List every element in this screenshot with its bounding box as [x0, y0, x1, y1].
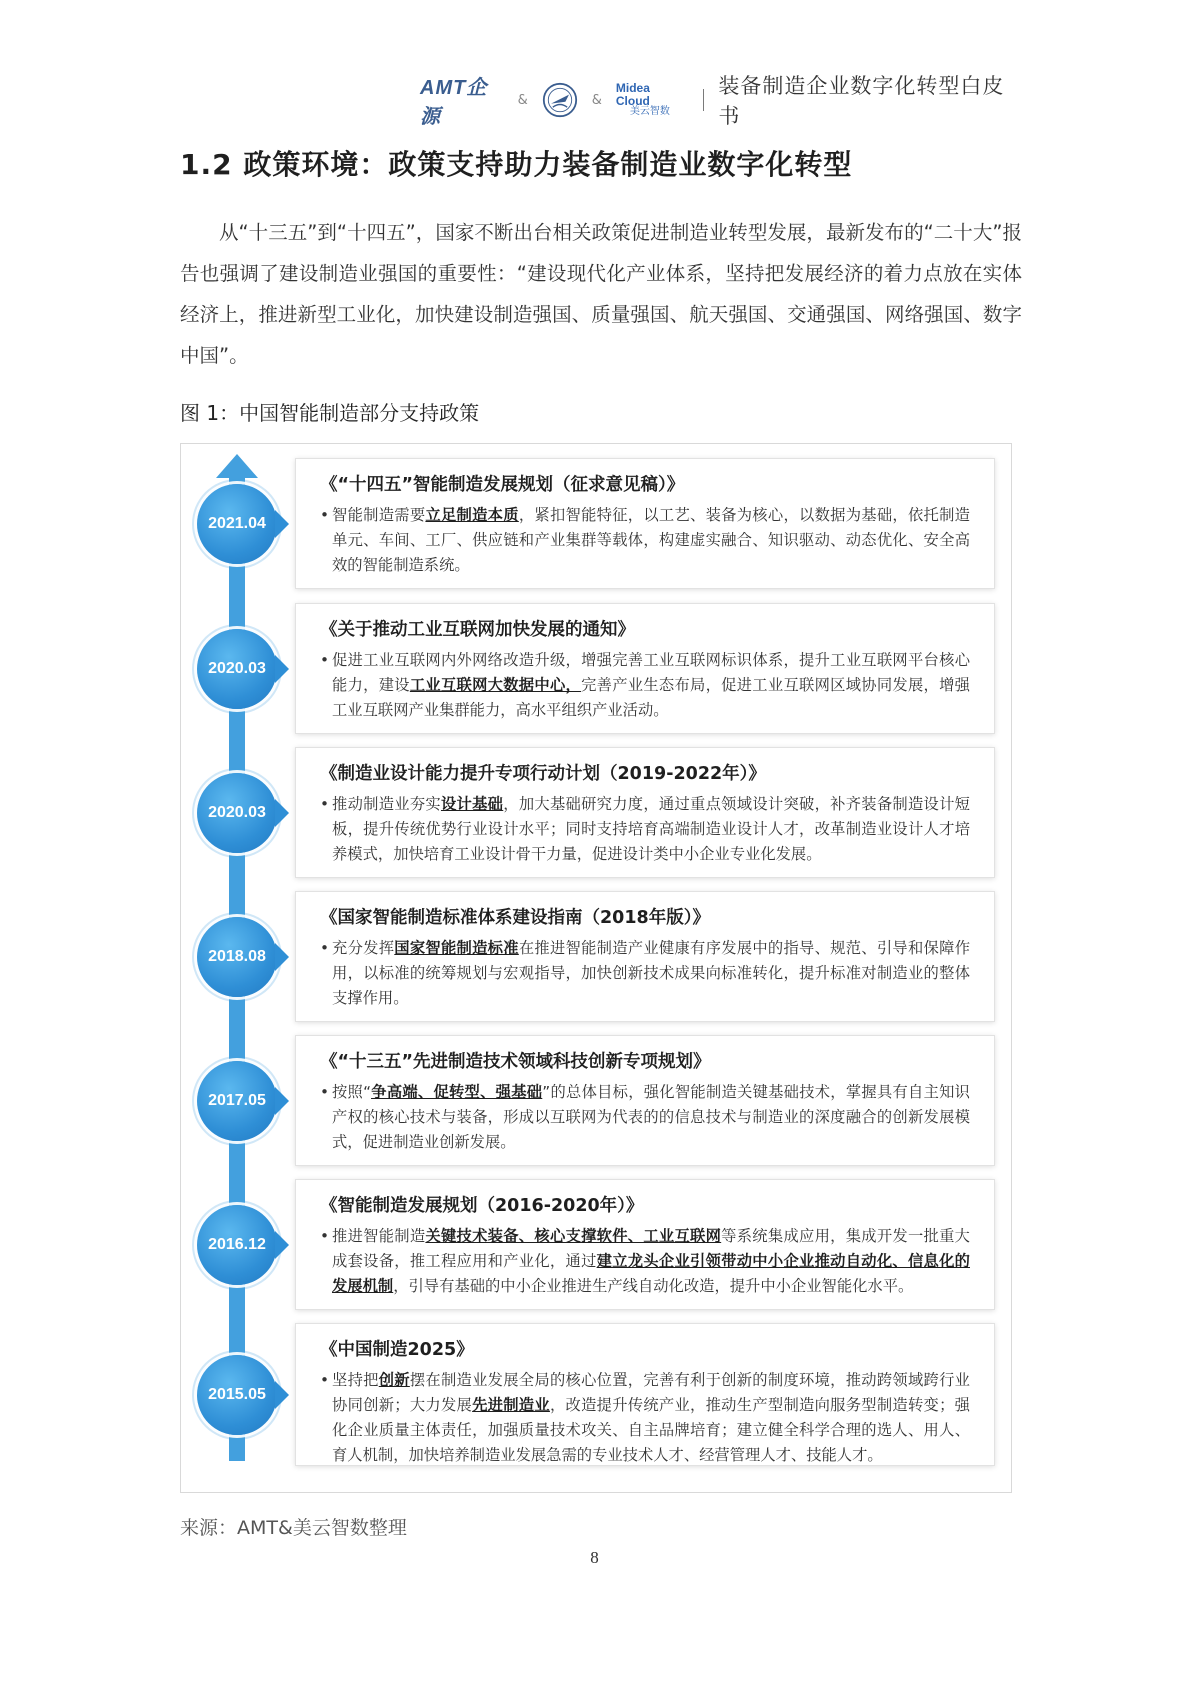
ampersand: &: [591, 92, 602, 108]
policy-card: [295, 1179, 995, 1310]
policy-text: 摆在制造业发展全局的核心位置，完善有利于创新的制度环境，推动跨领域跨行业协同创新；大力发展: [332, 1371, 970, 1414]
policy-text: ，加大基础研究力度，通过重点领域设计突破，补齐装备制造设计短板，提升传统优势行业设计水平；同时支持培育高端制造业设计人才，改革制造业设计人才培养模式，加快培育工业设计骨干力量，促进设计类中小企业专业化发展。: [332, 795, 970, 863]
policy-title: 《关于推动工业互联网加快发展的通知》: [320, 620, 635, 640]
policy-text: 充分发挥: [332, 939, 395, 957]
policy-text: 推进智能制造: [332, 1227, 426, 1245]
policy-highlight: 争高端、促转型、强基础: [371, 1083, 543, 1101]
policy-highlight: 关键技术装备、核心支撑软件、工业互联网: [425, 1227, 722, 1245]
amt-logo: AMT企源: [420, 77, 488, 128]
policy-highlight: 设计基础: [440, 795, 504, 813]
policy-text: 完善产业生态布局，促进工业互联网区域协同发展，增强工业互联网产业集群能力，高水平组织产业活动。: [332, 676, 970, 719]
policy-description: [320, 648, 970, 723]
policy-description: [320, 1368, 970, 1468]
timeline-date-badge: 2021.04: [197, 484, 277, 564]
academy-emblem-icon: [542, 81, 578, 119]
policy-card: [295, 458, 995, 589]
policy-highlight: 创新: [378, 1371, 410, 1389]
policy-text: 等系统集成应用，集成开发一批重大成套设备，推工程应用和产业化，通过: [332, 1227, 970, 1270]
timeline-date-badge: 2016.12: [197, 1205, 277, 1285]
policy-title: 《“十四五”智能制造发展规划（征求意见稿）》: [320, 475, 685, 495]
policy-title: 《智能制造发展规划（2016-2020年）》: [320, 1196, 644, 1216]
policy-description: [320, 1080, 970, 1155]
policy-title: 《国家智能制造标准体系建设指南（2018年版）》: [320, 908, 710, 928]
policy-title: 《制造业设计能力提升专项行动计划（2019-2022年）》: [320, 764, 766, 784]
timeline-date-badge: 2020.03: [197, 629, 277, 709]
policy-text: 智能制造需要: [332, 506, 426, 524]
policy-text: 坚持把: [332, 1371, 379, 1389]
policy-title: 《中国制造2025》: [320, 1340, 474, 1360]
policy-highlight: 国家智能制造标准: [394, 939, 519, 957]
timeline-date-badge: 2017.05: [197, 1061, 277, 1141]
policy-description: [320, 503, 970, 578]
page-number: 8: [590, 1548, 599, 1567]
timeline-date-badge: 2018.08: [197, 917, 277, 997]
midea-logo-top: Midea Cloud: [615, 81, 650, 108]
policy-text: 推动制造业夯实: [332, 795, 441, 813]
policy-highlight: 工业互联网大数据中心，: [409, 676, 582, 694]
document-title: 装备制造企业数字化转型白皮书: [718, 74, 1005, 128]
policy-card: [295, 747, 995, 878]
figure-caption: 图 1：中国智能制造部分支持政策: [180, 401, 480, 425]
policy-highlight: 先进制造业: [472, 1396, 550, 1414]
policy-text: 按照“: [332, 1083, 372, 1101]
intro-paragraph: 从“十三五”到“十四五”，国家不断出台相关政策促进制造业转型发展，最新发布的“二十大”报告也强调了建设制造业强国的重要性：“建设现代化产业体系，坚持把发展经济的着力点放在实体经济上，推进新型工业化，加快建设制造强国、质量强国、航天强国、交通强国、网络强国、数字中国”。: [180, 221, 1022, 367]
policy-card: [295, 1323, 995, 1466]
policy-title: 《“十三五”先进制造技术领域科技创新专项规划》: [320, 1052, 711, 1072]
figure-source: 来源：AMT&美云智数整理: [180, 1517, 407, 1539]
policy-text: ”的总体目标，强化智能制造关键基础技术，掌握具有自主知识产权的核心技术与装备，形成以互联网为代表的的信息技术与制造业的深度融合的创新发展模式，促进制造业创新发展。: [332, 1083, 970, 1151]
timeline-date-badge: 2020.03: [197, 773, 277, 853]
policy-card: [295, 1035, 995, 1166]
policy-highlight: 立足制造本质: [425, 506, 519, 524]
timeline-date-badge: 2015.05: [197, 1355, 277, 1435]
policy-card: [295, 603, 995, 734]
policy-text: 在推进智能制造产业健康有序发展中的指导、规范、引导和保障作用，以标准的统筹规划与宏观指导，加快创新技术成果向标准转化，提升标准对制造业的整体支撑作用。: [332, 939, 970, 1007]
ampersand: &: [517, 92, 528, 108]
policy-text: 促进工业互联网内外网络改造升级，增强完善工业互联网标识体系，提升工业互联网平台核心能力，建设: [332, 651, 970, 694]
policy-text: ，引导有基础的中小企业推进生产线自动化改造，提升中小企业智能化水平。: [393, 1277, 914, 1295]
policy-timeline-figure: [180, 443, 1012, 1493]
policy-card: [295, 891, 995, 1022]
header-divider: [703, 89, 704, 111]
timeline-arrow-icon: [216, 454, 258, 478]
policy-description: [320, 792, 970, 867]
policy-highlight: 建立龙头企业引领带动中小企业推动自动化、信息化的发展机制: [332, 1252, 970, 1295]
midea-logo-bottom: 美云智数: [629, 106, 670, 118]
policy-description: [320, 936, 970, 1011]
section-title: 1.2 政策环境：政策支持助力装备制造业数字化转型: [180, 148, 853, 181]
policy-text: ，改造提升传统产业，推动生产型制造向服务型制造转变；强化企业质量主体责任，加强质量技术攻关、自主品牌培育；建立健全科学合理的选人、用人、育人机制，加快培养制造业发展急需的专业技术人才、经营管理人才、技能人才。: [332, 1396, 970, 1464]
midea-cloud-logo: [616, 82, 684, 118]
policy-text: ，紧扣智能特征，以工艺、装备为核心，以数据为基础，依托制造单元、车间、工厂、供应链和产业集群等载体，构建虚实融合、知识驱动、动态优化、安全高效的智能制造系统。: [332, 506, 970, 574]
page-header: [420, 74, 1010, 128]
policy-description: [320, 1224, 970, 1299]
